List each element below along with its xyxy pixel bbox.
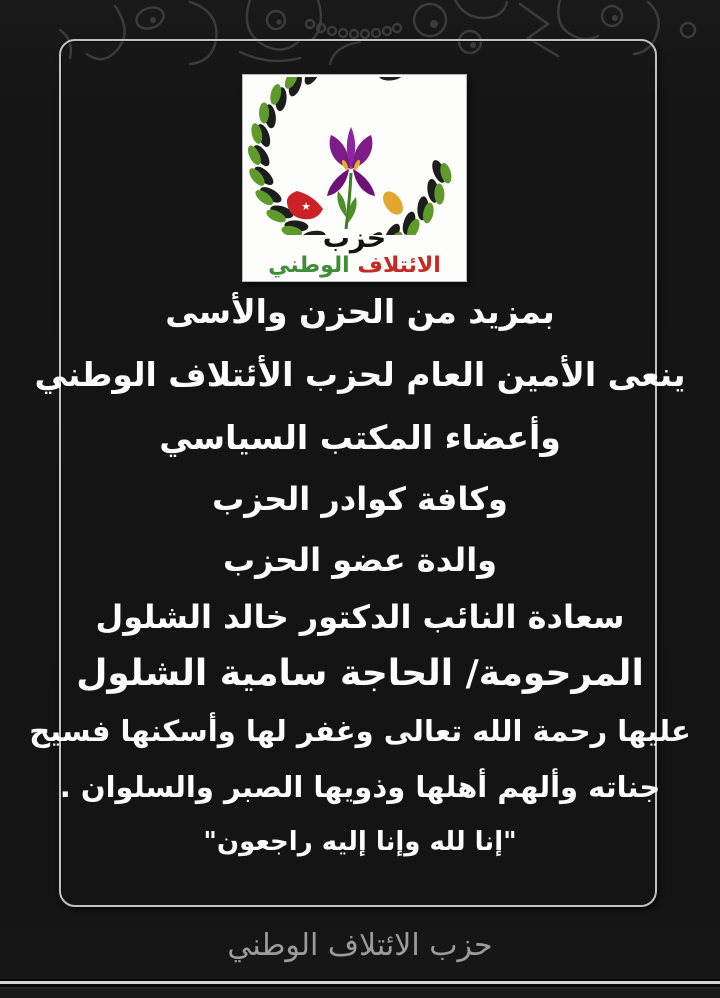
prayer-line-1: عليها رحمة الله تعالى وغفر لها وأسكنها فسيح <box>29 714 691 748</box>
deceased-name-line: المرحومة/ الحاجة سامية الشلول <box>76 653 644 694</box>
quran-quote-line: "إنا لله وإنا إليه راجعون" <box>203 827 517 857</box>
yellow-leaf-icon <box>379 188 407 218</box>
logo-name-red: الائتلاف <box>357 253 441 278</box>
footer-party-name: حزب الائتلاف الوطني <box>227 928 493 963</box>
announcement-line-4: وكافة كوادر الحزب <box>212 480 508 518</box>
svg-text:★: ★ <box>301 200 311 213</box>
party-logo <box>242 74 467 282</box>
logo-name-green: الوطني <box>268 253 350 278</box>
announcement-line-1: بمزيد من الحزن والأسى <box>165 292 555 331</box>
announcement-line-2: ينعى الأمين العام لحزب الأئتلاف الوطني <box>34 355 686 394</box>
footer-divider <box>0 981 720 984</box>
prayer-line-2: جناته وألهم أهلها وذويها الصبر والسلوان . <box>59 770 661 804</box>
announcement-line-3: وأعضاء المكتب السياسي <box>159 418 561 457</box>
iris-flower-icon <box>327 127 375 229</box>
logo-party-name <box>268 253 441 278</box>
logo-party-word: حزب <box>322 223 387 254</box>
deceased-relative-line: سعادة النائب الدكتور خالد الشلول <box>95 598 625 636</box>
announcement-line-5: والدة عضو الحزب <box>222 541 498 579</box>
wreath-icon <box>243 77 466 235</box>
